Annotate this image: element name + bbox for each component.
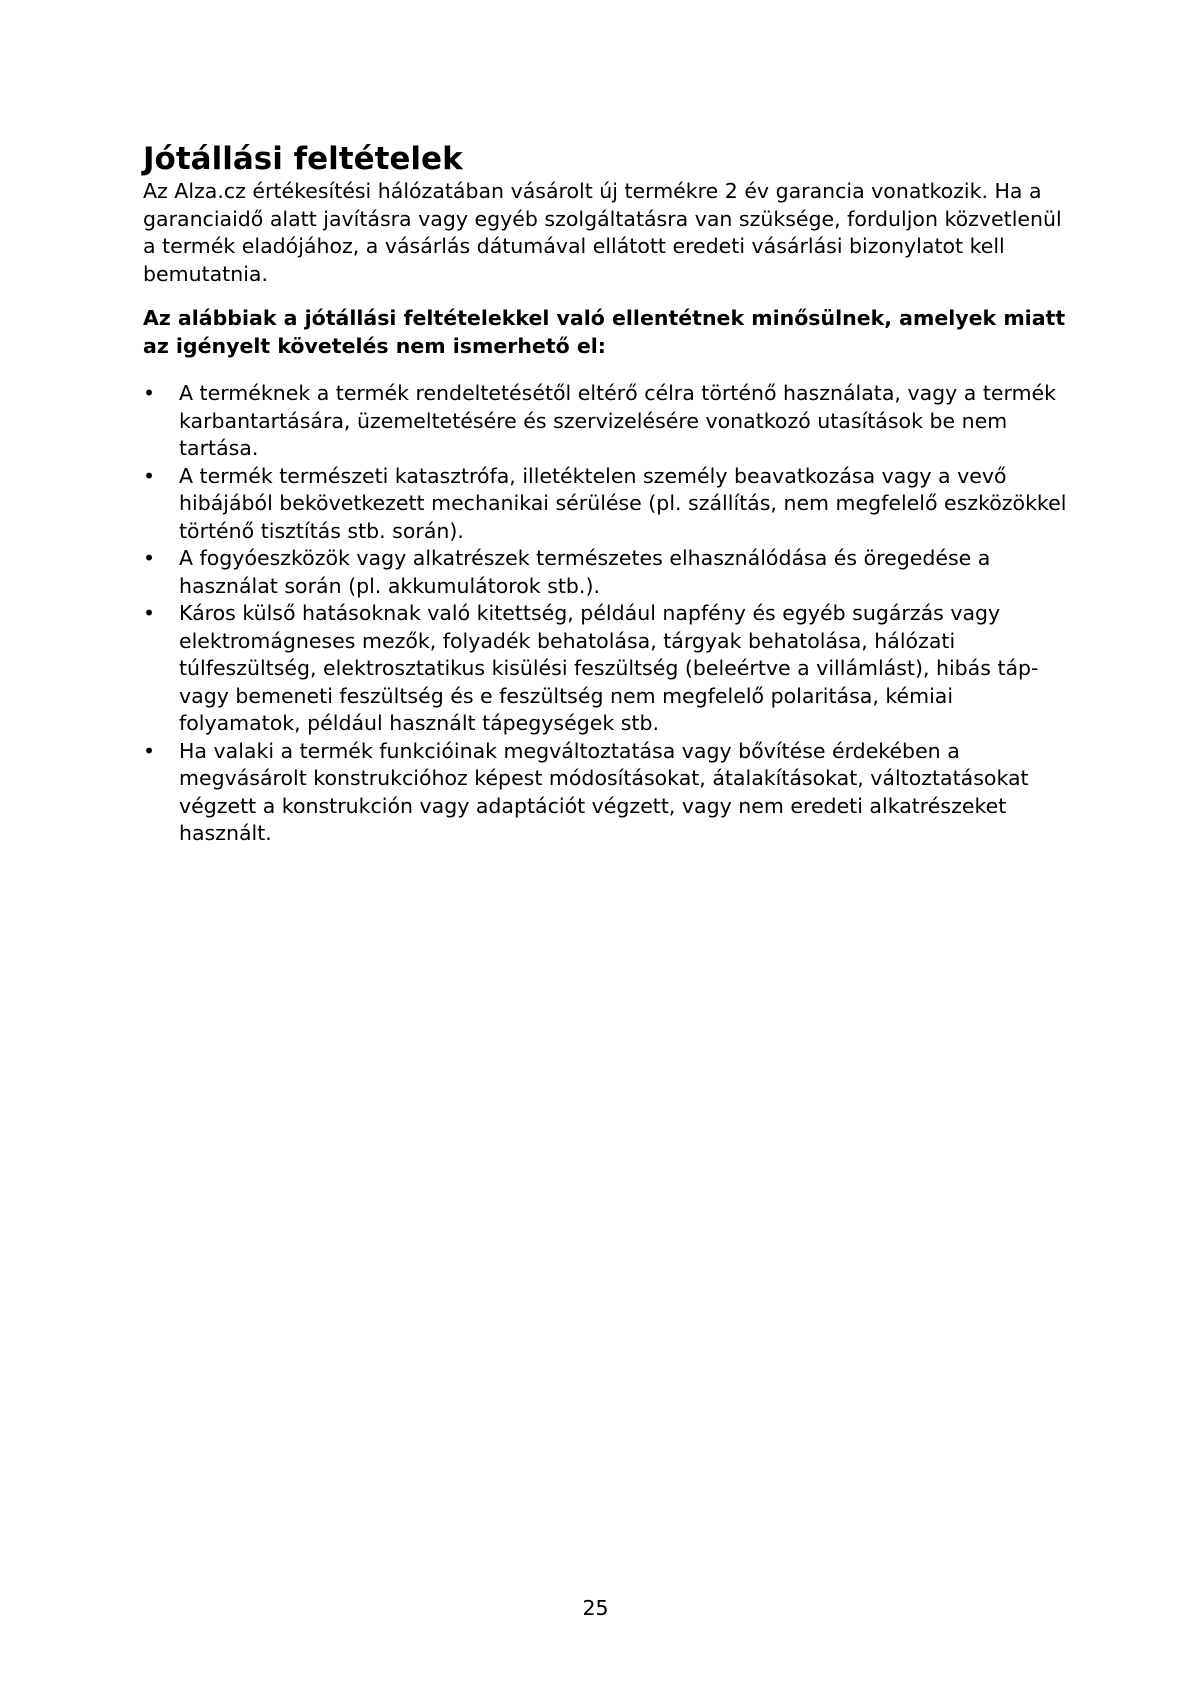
- bullet-icon: •: [143, 546, 156, 570]
- list-item: [143, 738, 1073, 848]
- list-item: [143, 380, 1073, 463]
- page-number: 25: [582, 1596, 609, 1620]
- page-content: [143, 140, 1073, 848]
- bullet-icon: •: [143, 738, 156, 763]
- list-item-text: A terméknek a termék rendeltetésétől eltérő célra történő használata, vagy a termék karbantartására, üzemeltetésére és szervizelésére vonatkozó utasítások be nem tartása.: [179, 381, 1057, 460]
- list-item: [143, 600, 1073, 738]
- intro-paragraph: Az Alza.cz értékesítési hálózatában vásárolt új termékre 2 év garancia vonatkozik. Ha a garanciaidő alatt javításra vagy egyéb szolgáltatásra van szüksége, forduljon közvetlenül a termék eladójához, a vásárlás dátumával ellátott eredeti vásárlási bizonylatot kell bemutatnia.: [143, 179, 1062, 286]
- bullet-icon: •: [143, 601, 156, 625]
- page-title: Jótállási feltételek: [143, 141, 463, 177]
- list-item-text: Ha valaki a termék funkcióinak megváltoztatása vagy bővítése érdekében a megvásárolt konstrukcióhoz képest módosításokat, átalakításokat, változtatásokat végzett a konstrukción vagy adaptációt végzett, vagy nem eredeti alkatrészeket használt.: [179, 738, 1029, 845]
- conditions-heading: Az alábbiak a jótállási feltételekkel való ellentétnek minősülnek, amelyek miatt az igényelt követelés nem ismerhető el:: [143, 306, 1066, 358]
- bullet-icon: •: [143, 463, 156, 488]
- list-item-text: Káros külső hatásoknak való kitettség, például napfény és egyéb sugárzás vagy elektromágneses mezők, folyadék behatolása, tárgyak behatolása, hálózati túlfeszültség, elektrosztatikus kisülési feszültség (beleértve a villámlást), hibás táp- vagy bemeneti feszültség és e feszültség nem megfelelő polaritása, kémiai folyamatok, például használt tápegységek stb.: [179, 601, 1039, 735]
- list-item: [143, 463, 1073, 546]
- list-item-text: A fogyóeszközök vagy alkatrészek természetes elhasználódása és öregedése a használat során (pl. akkumulátorok stb.).: [179, 546, 991, 598]
- bullet-icon: •: [143, 381, 156, 405]
- list-item: [143, 545, 1073, 600]
- exclusions-list: [143, 380, 1073, 848]
- list-item-text: A termék természeti katasztrófa, illetéktelen személy beavatkozása vagy a vevő hibájából bekövetkezett mechanikai sérülése (pl. szállítás, nem megfelelő eszközökkel történő tisztítás stb. során).: [179, 463, 1067, 543]
